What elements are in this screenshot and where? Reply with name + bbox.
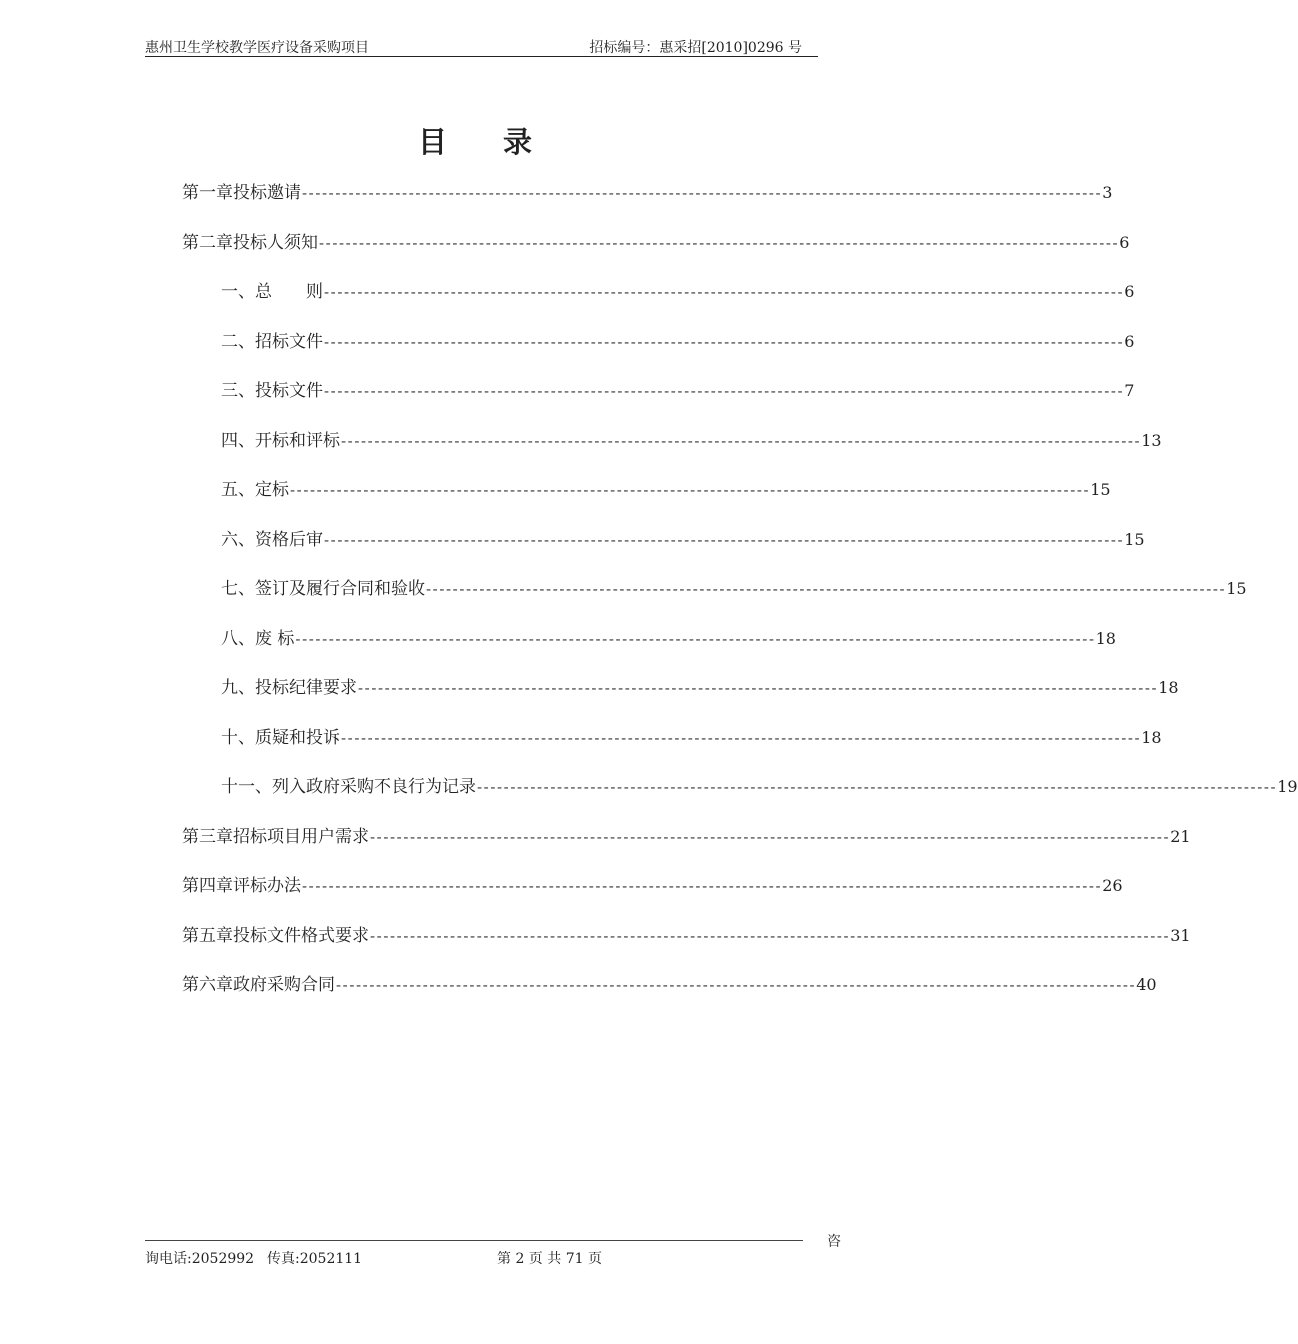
footer-divider [145,1240,803,1241]
toc-entry[interactable] [221,624,1116,650]
toc-entry-title: 投标邀请 [233,183,301,203]
toc-entry-title: 七、签订及履行合同和验收 [221,579,425,599]
toc-leader: ------------------------------------------------------------------------------------------------------------------------ [341,728,1142,747]
toc-entry-title: 评标办法 [233,876,301,896]
toc-entry[interactable] [182,228,1130,254]
toc-entry[interactable] [221,574,1247,600]
toc-leader: ------------------------------------------------------------------------------------------------------------------------ [290,481,1091,499]
toc-chapter-label: 第五章 [182,925,233,946]
toc-entry-title: 三、投标文件 [221,381,323,401]
toc-chapter-label: 第三章 [182,826,233,847]
toc-leader: ------------------------------------------------------------------------------------------------------------------------ [341,431,1142,450]
toc-leader: ------------------------------------------------------------------------------------------------------------------------ [324,382,1125,400]
toc-entry[interactable] [221,673,1179,699]
header-tender-number: 招标编号：惠采招[2010]0296 号 [589,40,802,56]
toc-entry[interactable] [182,178,1113,204]
toc-entry-title: 二、招标文件 [221,331,323,352]
toc-leader: ------------------------------------------------------------------------------------------------------------------------ [295,629,1096,648]
toc-entry-title: 四、开标和评标 [221,430,340,451]
toc-page-number: 15 [1090,480,1111,499]
toc-entry-title: 投标文件格式要求 [233,925,369,946]
toc-page-number: 26 [1102,876,1123,895]
toc-entry[interactable] [221,327,1135,353]
footer-phone: 询电话:2052992 [145,1251,255,1267]
toc-entry[interactable] [182,970,1157,996]
toc-entry-title: 十一、列入政府采购不良行为记录 [221,777,476,797]
toc-entry-title: 六、资格后审 [221,529,323,550]
toc-entry-title: 十、质疑和投诉 [221,727,340,748]
toc-leader: ------------------------------------------------------------------------------------------------------------------------ [336,976,1137,994]
footer-page-info: 第 2 页 共 71 页 [497,1251,602,1267]
toc-leader: ------------------------------------------------------------------------------------------------------------------------ [370,827,1171,846]
toc-chapter-label: 第四章 [182,876,233,896]
toc-leader: ------------------------------------------------------------------------------------------------------------------------ [358,679,1159,697]
toc-entry[interactable] [182,921,1191,947]
toc-title: 目录 [417,125,588,159]
toc-leader: ------------------------------------------------------------------------------------------------------------------------ [477,778,1278,796]
toc-entry[interactable] [221,772,1298,798]
toc-leader: ------------------------------------------------------------------------------------------------------------------------ [302,877,1103,895]
toc-page-number: 15 [1124,529,1145,549]
toc-entry-title: 一、总 则 [221,282,323,302]
toc-chapter-label: 第六章 [182,975,233,995]
toc-entry[interactable] [221,277,1135,303]
toc-entry[interactable] [221,426,1162,452]
toc-leader: ------------------------------------------------------------------------------------------------------------------------ [324,332,1125,351]
toc-chapter-label: 第一章 [182,183,233,203]
page-header [145,36,818,57]
toc-entry[interactable] [221,723,1162,749]
toc-page-number: 15 [1226,579,1247,598]
toc-entry-title: 九、投标纪律要求 [221,678,357,698]
toc-leader: ------------------------------------------------------------------------------------------------------------------------ [370,926,1171,945]
toc-page-number: 18 [1095,628,1116,648]
footer-fax: 传真:2052111 [267,1251,363,1267]
toc-page-number: 21 [1170,826,1191,846]
toc-leader: ------------------------------------------------------------------------------------------------------------------------ [302,184,1103,202]
toc-page-number: 13 [1141,430,1162,450]
toc-page-number: 19 [1277,777,1298,796]
toc-leader: ------------------------------------------------------------------------------------------------------------------------ [426,580,1227,598]
toc-page-number: 6 [1124,331,1135,351]
toc-page-number: 18 [1141,727,1162,747]
toc-entry-title: 五、定标 [221,480,289,500]
toc-page-number: 3 [1102,183,1113,202]
toc-entry[interactable] [182,822,1191,848]
header-project-name: 惠州卫生学校教学医疗设备采购项目 [145,40,369,56]
toc-entry[interactable] [182,871,1123,897]
toc-entry-title: 招标项目用户需求 [233,826,369,847]
toc-leader: ------------------------------------------------------------------------------------------------------------------------ [319,233,1120,252]
toc-entry-title: 政府采购合同 [233,975,335,995]
toc-chapter-label: 第二章 [182,232,233,253]
toc-page-number: 31 [1170,925,1191,945]
toc-entry-title: 八、废 标 [221,628,295,649]
toc-leader: ------------------------------------------------------------------------------------------------------------------------ [324,530,1125,549]
toc-entry[interactable] [221,525,1145,551]
toc-entry[interactable] [221,376,1135,402]
toc-leader: ------------------------------------------------------------------------------------------------------------------------ [324,283,1125,301]
toc-page-number: 6 [1119,232,1130,252]
footer-side-char: 咨 [827,1234,841,1250]
toc-entry[interactable] [221,475,1111,501]
toc-entry-title: 投标人须知 [233,232,318,253]
toc-page-number: 7 [1124,381,1135,400]
toc-page-number: 18 [1158,678,1179,697]
toc-page-number: 6 [1124,282,1135,301]
toc-page-number: 40 [1136,975,1157,994]
